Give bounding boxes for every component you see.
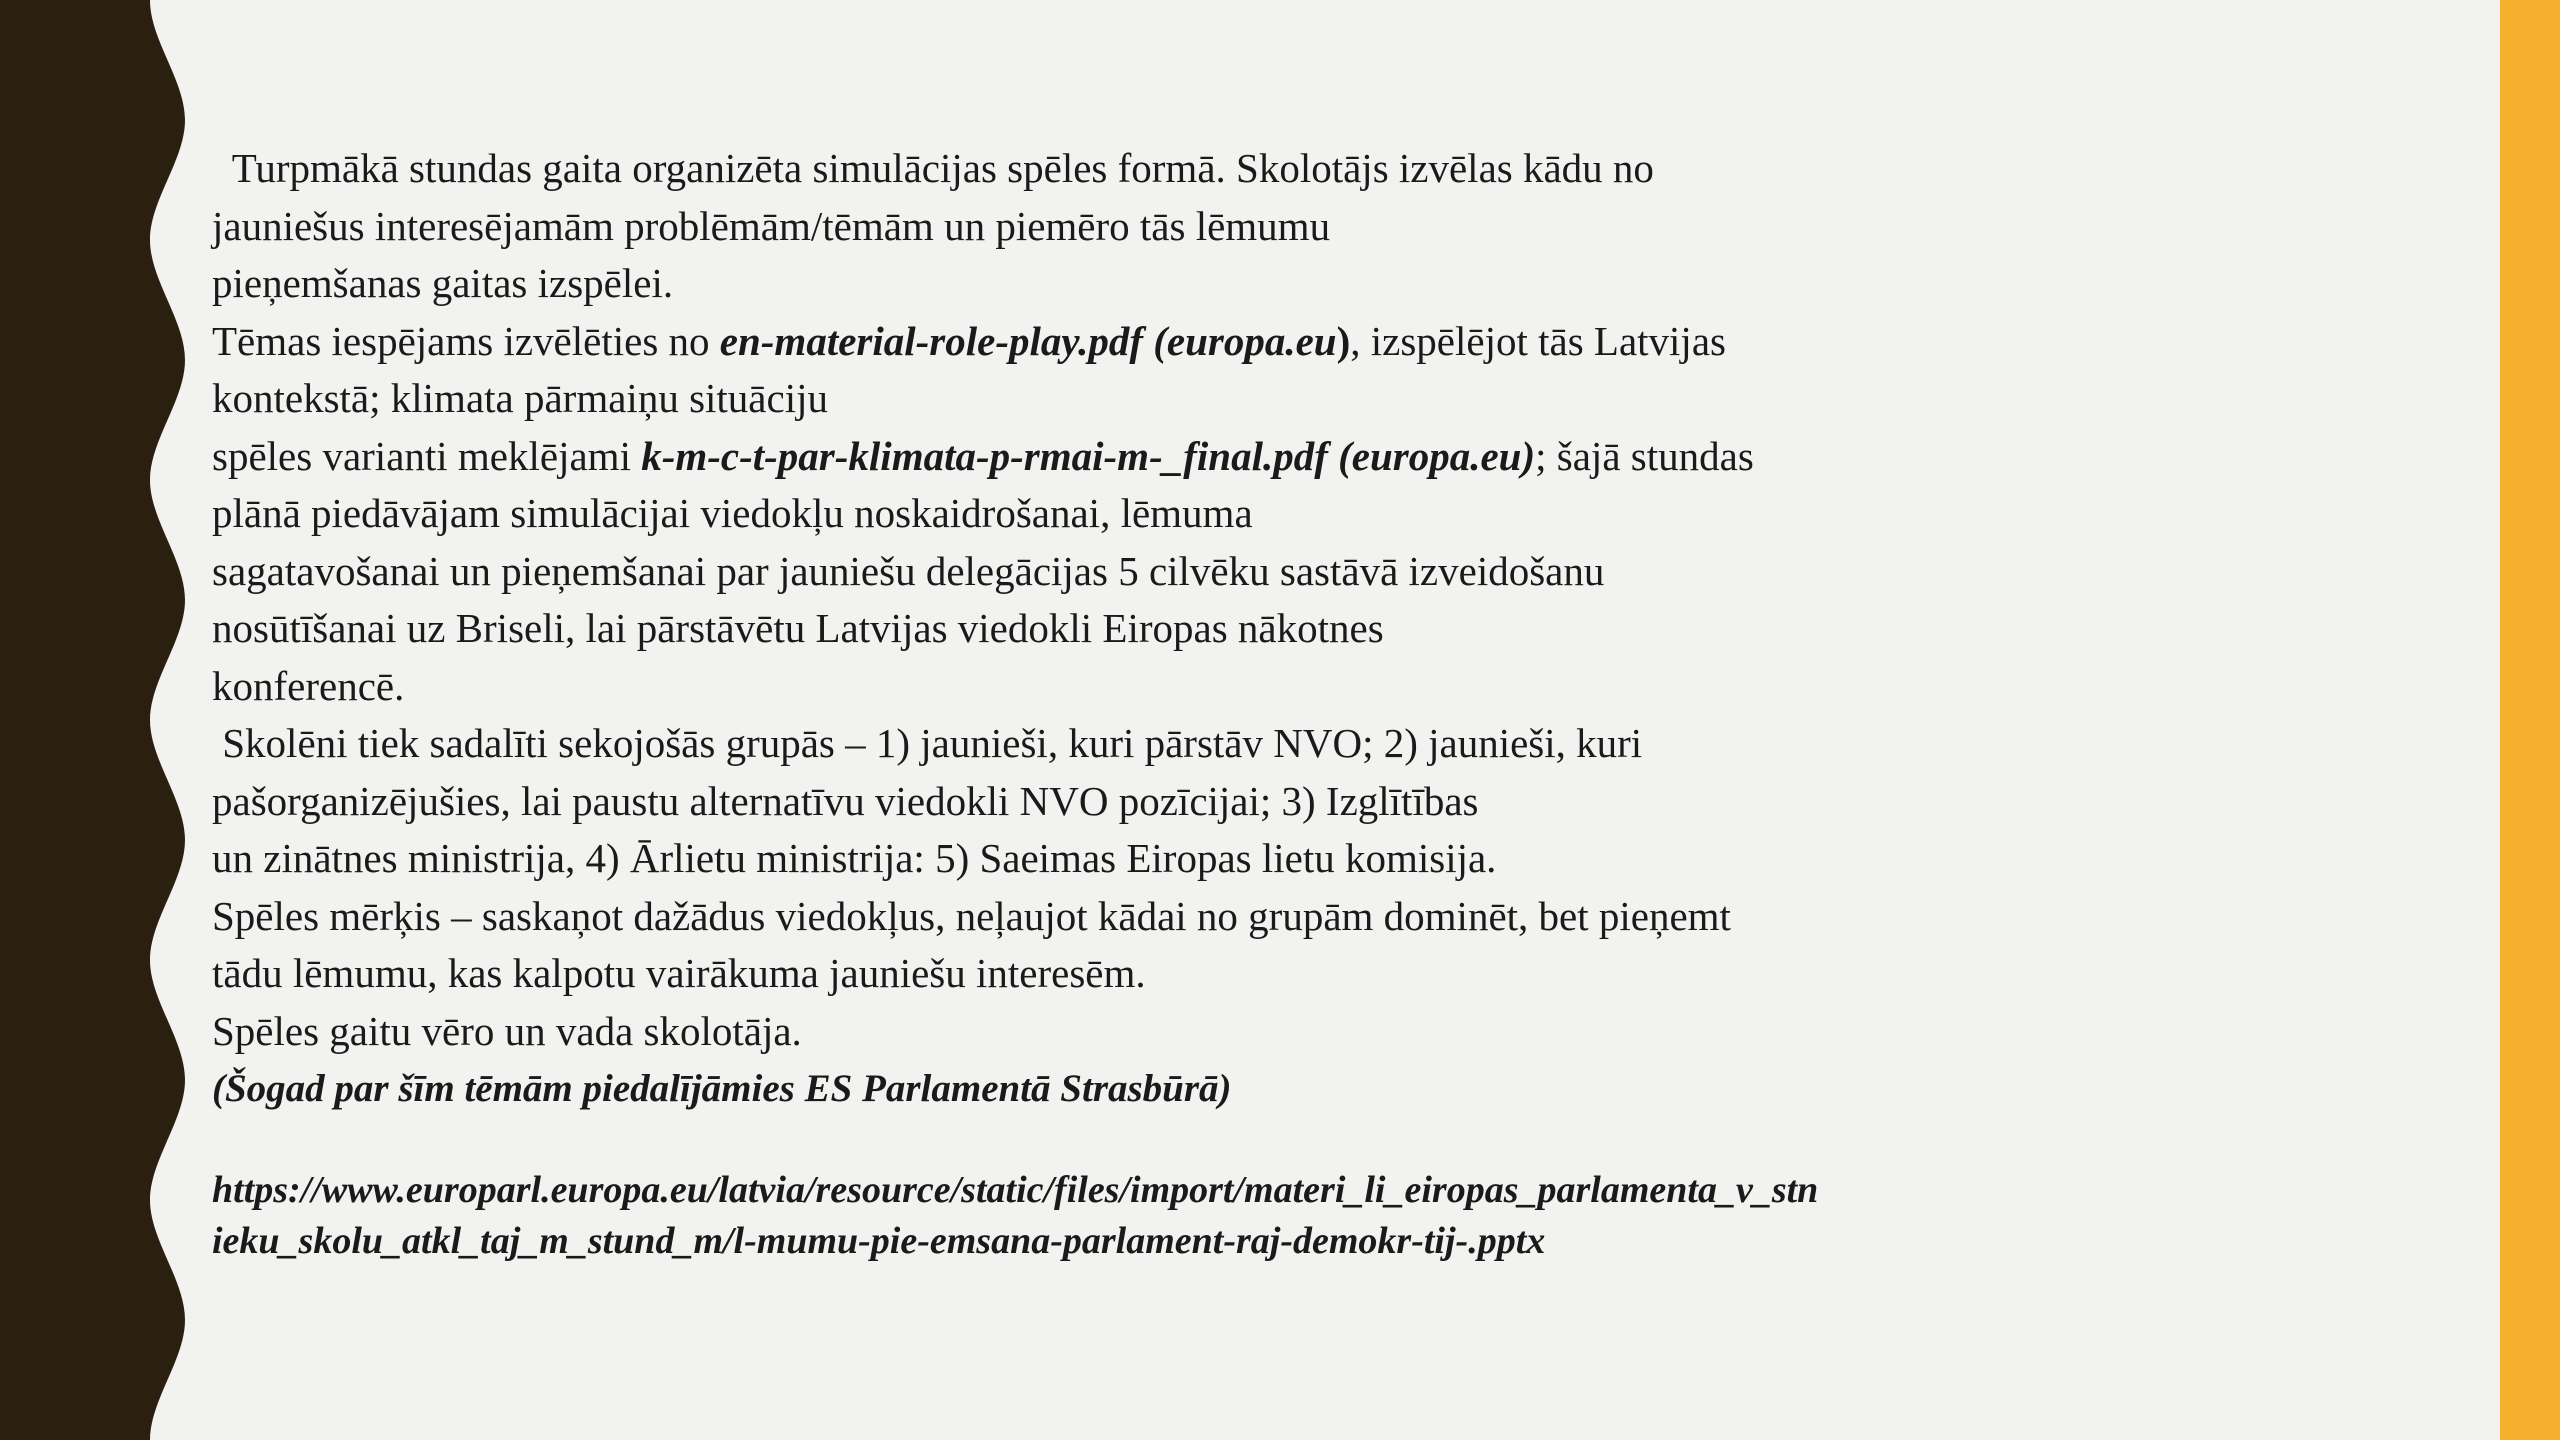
paragraph-intro-line-3: pieņemšanas gaitas izspēlei. <box>212 260 674 306</box>
closing-paren: ) <box>1336 317 1351 364</box>
left-wavy-band <box>0 0 200 1440</box>
paragraph-intro-line-2: jauniešus interesējamām problēmām/tēmām un piemēro tās lēmumu <box>212 202 1331 249</box>
slide-text-body <box>212 140 2112 1267</box>
variants-suffix-text: ; šajā stundas <box>1535 432 1754 479</box>
variants-prefix-text: spēles varianti meklējami <box>212 432 642 479</box>
strasbourg-note: (Šogad par šīm tēmām piedalījāmies ES Parlamentā Strasbūrā) <box>212 1067 1232 1110</box>
paragraph-groups-line-1: Skolēni tiek sadalīti sekojošās grupās – 1) jaunieši, kuri pārstāv NVO; 2) jaunieši, kuri <box>212 720 1643 766</box>
paragraph-topics-line-1 <box>212 313 2112 371</box>
paragraph-groups-line-3: un zinātnes ministrija, 4) Ārlietu ministrija: 5) Saeimas Eiropas lietu komisija. <box>212 835 1497 881</box>
topics-prefix-text: Tēmas iespējams izvēlēties no <box>212 317 720 364</box>
paragraph-topics-line-4: plānā piedāvājam simulācijai viedokļu noskaidrošanai, lēmuma <box>212 490 1253 536</box>
paragraph-topics-line-5: sagatavošanai un pieņemšanai par jauniešu delegācijas 5 cilvēku sastāvā izveidošanu <box>212 547 1605 594</box>
paragraph-teacher-line: Spēles gaitu vēro un vada skolotāja. <box>212 1007 802 1054</box>
paragraph-topics-line-3 <box>212 428 2112 486</box>
paragraph-topics-line-2: kontekstā; klimata pārmaiņu situāciju <box>212 375 828 421</box>
role-play-pdf-link[interactable]: en-material-role-play.pdf (europa.eu <box>719 317 1337 364</box>
paragraph-groups-line-2: pašorganizējušies, lai paustu alternatīvu viedokli NVO pozīcijai; 3) Izglītības <box>212 777 1479 824</box>
paragraph-topics-line-7: konferencē. <box>212 662 405 709</box>
paragraph-goal-line-1: Spēles mērķis – saskaņot dažādus viedokļus, neļaujot kādai no grupām dominēt, bet pieņemt <box>212 892 1731 939</box>
spacer <box>212 1118 2112 1165</box>
climate-pdf-link[interactable]: k-m-c-t-par-klimata-p-rmai-m-_final.pdf (europa.eu) <box>641 432 1536 479</box>
right-accent-band <box>2500 0 2560 1440</box>
paragraph-intro-line-1: Turpmākā stundas gaita organizēta simulācijas spēles formā. Skolotājs izvēlas kādu no <box>212 145 1654 191</box>
paragraph-topics-line-6: nosūtīšanai uz Briseli, lai pārstāvētu Latvijas viedokli Eiropas nākotnes <box>212 605 1384 651</box>
topics-suffix-text: , izspēlējot tās Latvijas <box>1350 317 1726 364</box>
europarl-url-line-1[interactable]: https://www.europarl.europa.eu/latvia/resource/static/files/import/materi_li_eiropas_parlamenta_v_stn <box>212 1168 1819 1211</box>
paragraph-goal-line-2: tādu lēmumu, kas kalpotu vairākuma jauniešu interesēm. <box>212 950 1146 996</box>
europarl-url-line-2[interactable]: ieku_skolu_atkl_taj_m_stund_m/l-mumu-pie-emsana-parlament-raj-demokr-tij-.pptx <box>212 1219 1546 1262</box>
